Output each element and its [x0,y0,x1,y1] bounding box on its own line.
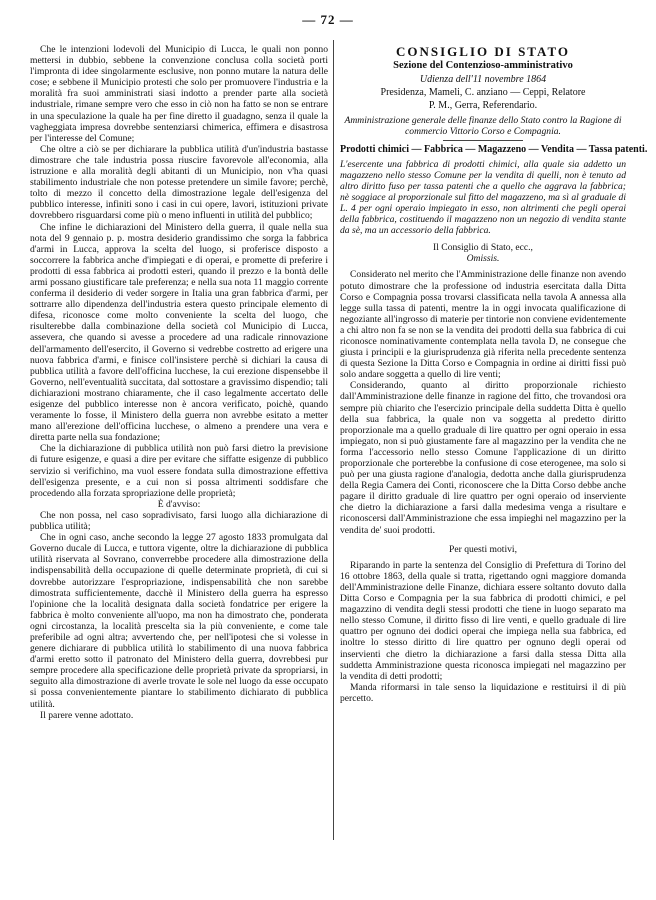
hearing-date: Udienza dell'11 novembre 1864 [419,74,547,86]
opinion-heading: È d'avviso: [157,498,201,510]
council-opening: Il Consiglio di Stato, ecc., [433,242,533,254]
section-heading: Sezione del Contenzioso-amministrativo [393,60,573,72]
omissis-line: Omissis. [466,253,500,265]
right-paragraph-2: Considerando, quanto al diritto proporzionale richiesto dall'Amministrazione delle finanze in ragione del fitto, che trovandosi ora sempre più chiarito che l'esercizio principale della suddetta Ditta è quello della sua fabbrica, la quale non va soggetta al predetto diritto proporzionale ma a quello graduale di lire quattro per ogni operaio in essa impiegato, non si può giustamente fare al magazzino per la vendita che ne forma l'accessorio nello stesso Comune l'applicazione di un diritto proporzionale che porterebbe la confusione di cose eterogenee, ma solo si può per una giusta ragione d'analogia, dedotta anche dalla giurisprudenza della Regia Camera dei Conti, riconoscere che la Ditta Corso debbe anche pagare il diritto graduale di lire quattro per ogni operaio od inserviente che dietro la dichiarazione a farsi dalla medesima venga a risultare e riconoscersi dall'Amministrazione che essa impieghi nel magazzino per la vendita de' suoi prodotti. [340,380,626,536]
left-paragraph-2: Che oltre a ciò se per dichiarare la pubblica utilità d'un'industria bastasse dimostrare che tale industria possa riuscire favorevole all'economia, alla istruzione e alla moralità degli abitanti di un Municipio, non v'ha quasi stabilimento industriale che non potesse pretendere un simile favore; perchè, tolto di mezzo il concetto della dimostrazione legale dell'esigenza del pubblico interesse, infiniti sono i casi in cui opere, lavori, istituzioni private dovrebbero risguardarsi come più o meno influenti in utilità del pubblico; [30,143,328,222]
ruling-paragraph-2: Manda riformarsi in tale senso la liquidazione e restituirsi il di più percetto. [340,681,626,704]
right-column [340,44,648,704]
opinion-paragraph-1: Che non possa, nel caso sopradivisato, farsi luogo alla dichiarazione di pubblica utilità; [30,509,328,533]
adoption-note: Il parere venne adottato. [40,709,134,721]
pm-line: P. M., Gerra, Referendario. [428,100,538,112]
per-questi-motivi: Per questi motivi, [449,543,517,555]
left-paragraph-1: Che le intenzioni lodevoli del Municipio di Lucca, le quali non ponno mettersi in dubbio, sebbene la convenzione conclusa colla società porti l'impronta di idee singolarmente esclusive, non ponno mutare la natura delle cose; e sebbene il Municipio protesti che solo per promuovere l'industria e la moralità fra suoi amministrati siasi indotto a prender parte alla società industriale, rimane sempre vero che esso in ciò non ha fatto se non se entrare in una speculazione la quale ha per fine diretto il guadagno, senza il quale la vagheggiata impresa dovrebbe sentenziarsi chimerica, effimera e disastrosa per l'interesse del Comune; [30,44,328,144]
legal-maxim: L'esercente una fabbrica di prodotti chimici, alla quale sia addetto un magazzeno nello stesso Comune per la vendita di quelli, non è tenuto ad altro diritto fuso per tassa patenti che a quello che aggrava la fabbrica; nè soggiace al proporzionale sul fitto del magazzeno, ma sì al graduale di L. 4 per ogni operaio impiegato in esso, non altrimenti che pegli operai della fabbrica, costituendo il magazzeno non un negozio di vendita stante da sè, ma un accessorio della fabbrica. [340,158,626,237]
left-paragraph-3: Che infine le dichiarazioni del Ministero della guerra, il quale nella sua nota del 9 gennaio p. p. mostra desiderio grandissimo che sorga la fabbrica d'armi in Lucca, approva la scelta del luogo, si proferisce disposto a soccorrere la fabbrica anche d'impiegati e di operai, e promette di preferire i prodotti di essa fabbrica ai prodotti esteri, quando il prezzo e la bontà delle armi possano giustificare tale preferenza; e nella sua nota 11 maggio corrente conferma il desiderio di veder sorgere in Italia una gran fabbrica d'armi, per sottrarre allo dipendenza dell'industria estera questo principale elemento di difesa, riconosce come molto conveniente la scelta del luogo, che risulterebbe dalla combinazione della società col Municipio di Lucca, assevera, che quando si avesse a procedere ad una radicale rinnovazione dell'armamento dell'esercito, il Governo si vedrebbe costretto ad erigere una nuova fabbrica d'armi, e finisce coll'insistere perchè si dichiari la causa di pubblica utilità a favore dell'officina lucchese, la cui erezione dispensebbe il Governo, nell'eventualità succitata, dal sottostare a gravissimo dispendio; tali dichiarazioni mostrano chiaramente, che il caso legalmente accertato delle esigenze del pubblico interesse non è ancora verificato, poichè, quando veramente lo fosse, il Ministero della guerra non avrebbe esitato a metter mano all'erezione dell'officina lucchese, o almeno a prendere una vera e diretta parte nella sua fondazione; [30,221,328,444]
left-column [30,44,328,721]
council-heading: CONSIGLIO DI STATO [396,44,570,59]
heading-rule [443,140,523,141]
keywords-line: Prodotti chimici — Fabbrica — Magazzeno — Vendita — Tassa patenti. [340,144,648,156]
left-paragraph-4: Che la dichiarazione di pubblica utilità non può farsi dietro la previsione di future esigenze, e quasi a dire per evitare che siffatte esigenze di pubblico servizio si verifichino, ma vuol essere fondata sulla dimostrazione effettiva dell'esigenza presente, e a cui non si possa altrimenti soddisfare che procedendo alla forzata spropriazione delle proprietà; [30,443,328,499]
page-number: — 72 — [302,12,354,27]
ruling-paragraph-1: Riparando in parte la sentenza del Consiglio di Prefettura di Torino del 16 ottobre 1863, della quale si tratta, rigettando ogni maggiore domanda dell'Amministrazione delle Finanze, dichiara essere soltanto dovuto dalla Ditta Corso e Compagnia per la sua fabbrica di prodotti chimici, e pel magazzino di vendita degli stessi prodotti che tiene in luogo separato ma nello stesso Comune, il diritto fisso di lire venti, e quello graduale di lire quattro per ognuno dei dodici operai che impiega nella sua fabbrica, ed inoltre lo stesso diritto di lire quattro per ognuno degli operai od inservienti che dietro la dichiarazione a farsi dalla stessa Ditta alla suddetta Amministrazione questa riconosca impiegati nel magazzino per la vendita di detti prodotti; [340,559,626,682]
parties-line: Amministrazione generale delle finanze dello Stato contro la Ragione di commercio Vittorio Corso e Compagnia. [344,115,622,138]
right-paragraph-1: Considerato nel merito che l'Amministrazione delle finanze non avendo potuto dimostrare che la professione od industria esercitata dalla Ditta Corso e Compagnia possa trovarsi classificata nella tavola A annessa alla legge sulla tassa di patenti, mentre la in oggi invocata qualificazione di negoziante all'ingrosso di materie per tintorie non conviene evidentemente a chi altro non fa se non se la vendita dei prodotti della sua fabbrica di cui riconosce nominativamente contemplata nella tavola D, ne consegue che giusta i principii e la giurisprudenza già riferita nella precedente sentenza di questa Sezione la Ditta Corso e Compagnia in ordine ai diritti fissi può solo andare soggetta a quello di lire venti; [340,269,626,381]
opinion-paragraph-2: Che in ogni caso, anche secondo la legge 27 agosto 1833 promulgata dal Governo ducale di Lucca, e tuttora vigente, oltre la dichiarazione di pubblica utilità riservata al Sovrano, converrebbe procedere alla dimostrazione della indispensabilità della occupazione di quelle determinate proprietà, di cui si dovrebbe autorizzare l'espropriazione, indispensabilità che non sarebbe dimostrata sufficientemente, dacchè il Ministero della guerra ha espresso l'opinione che la località designata dalla società fondatrice per erigere la fabbrica è molto conveniente all'uopo, ma non ha dimostrato che, ponderata ogni circostanza, la località prescelta sia la più conveniente, e come tale preferibile ad ogni altra; avvertendo che, per nell'ipotesi che si volesse in genere dichiarare di pubblica utilità lo stabilimento di una nuova fabbrica d'armi eretto sotto il patronato del Ministero della guerra, dovrebbesi pur sempre procedere alla specificazione delle proprietà private da spropriarsi, in seguito alla dimostrazione di averle trovate le sole nel luogo da esse occupato si possa convenientemente piantare lo stabilimento dichiarato di pubblica utilità. [30,532,328,710]
presidency-line: Presidenza, Mameli, C. anziano — Ceppi, Relatore [380,87,586,99]
column-divider [333,40,334,840]
